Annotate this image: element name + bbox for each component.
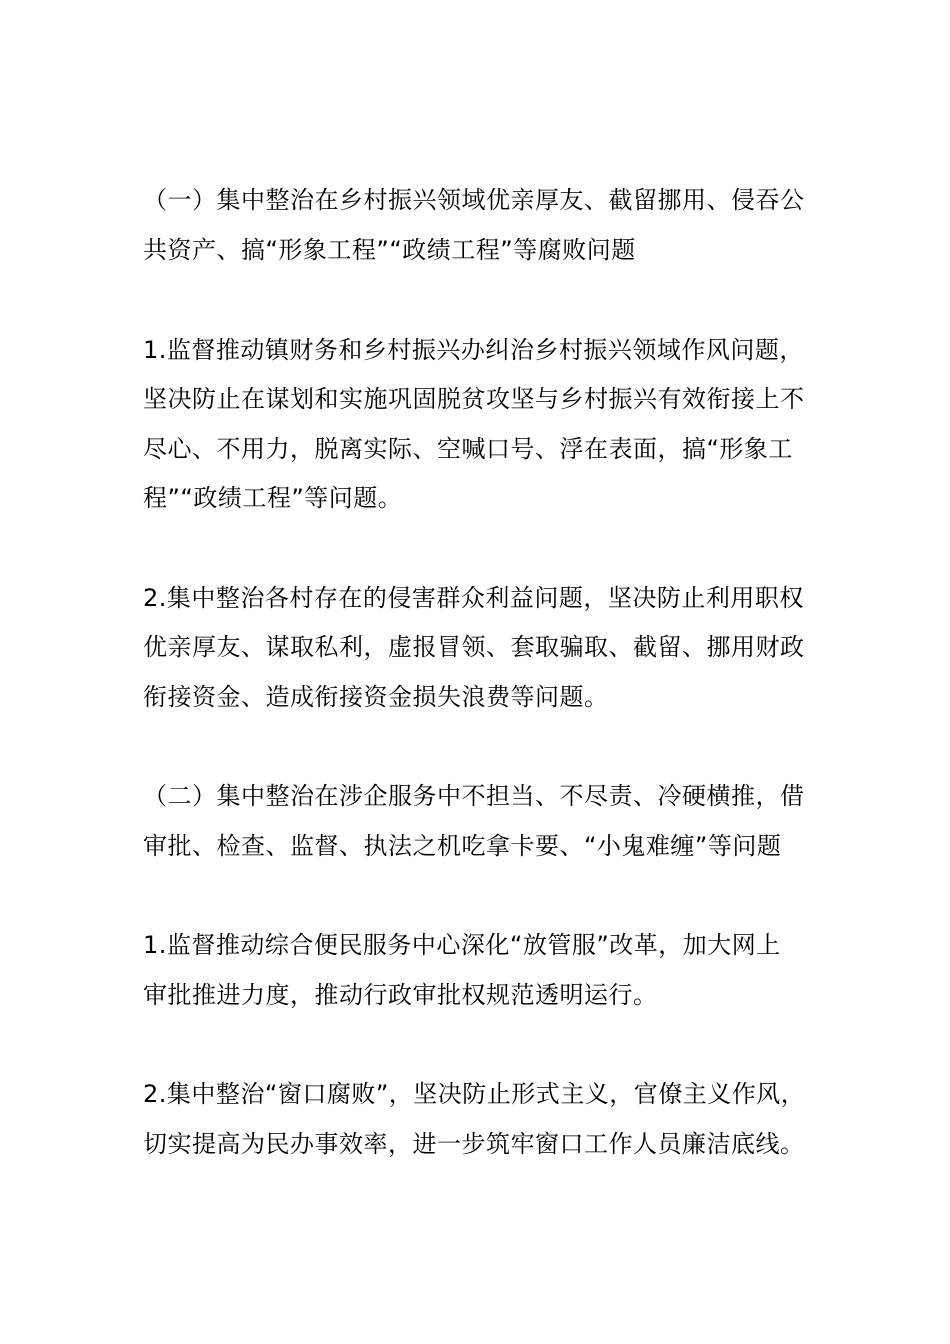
section-1-item-2-line-1: 2.集中整治各村存在的侵害群众利益问题，坚决防止利用职权 — [143, 584, 804, 612]
section-1-item-1-line-3: 尽心、不用力，脱离实际、空喊口号、浮在表面，搞“形象工 — [143, 435, 793, 463]
section-2-heading-line-2: 审批、检查、监督、执法之机吃拿卡要、“小鬼难缠”等问题 — [143, 832, 782, 860]
section-1-item-1-line-1: 1.监督推动镇财务和乡村振兴办纠治乡村振兴领域作风问题， — [143, 336, 804, 364]
section-2-heading-line-1: （二）集中整治在涉企服务中不担当、不尽责、冷硬横推，借 — [143, 782, 805, 810]
section-2-item-1-line-2: 审批推进力度，推动行政审批权规范透明运行。 — [143, 981, 658, 1009]
section-1-item-1-line-4: 程”“政绩工程”等问题。 — [143, 484, 403, 512]
section-1-heading-line-2: 共资产、搞“形象工程”“政绩工程”等腐败问题 — [143, 236, 636, 264]
section-1-item-2-line-2: 优亲厚友、谋取私利，虚报冒领、套取骗取、截留、挪用财政 — [143, 633, 805, 661]
section-2-item-1-line-1: 1.监督推动综合便民服务中心深化“放管服”改革，加大网上 — [143, 931, 781, 959]
section-1-item-2-line-3: 衔接资金、造成衔接资金损失浪费等问题。 — [143, 683, 609, 711]
section-1-heading-line-1: （一）集中整治在乡村振兴领域优亲厚友、截留挪用、侵吞公 — [143, 186, 805, 214]
section-2-item-2-line-1: 2.集中整治“窗口腐败”，坚决防止形式主义，官僚主义作风， — [143, 1080, 806, 1108]
section-2-item-2-line-2: 切实提高为民办事效率，进一步筑牢窗口工作人员廉洁底线。 — [143, 1130, 805, 1158]
section-1-item-1-line-2: 坚决防止在谋划和实施巩固脱贫攻坚与乡村振兴有效衔接上不 — [143, 385, 805, 413]
